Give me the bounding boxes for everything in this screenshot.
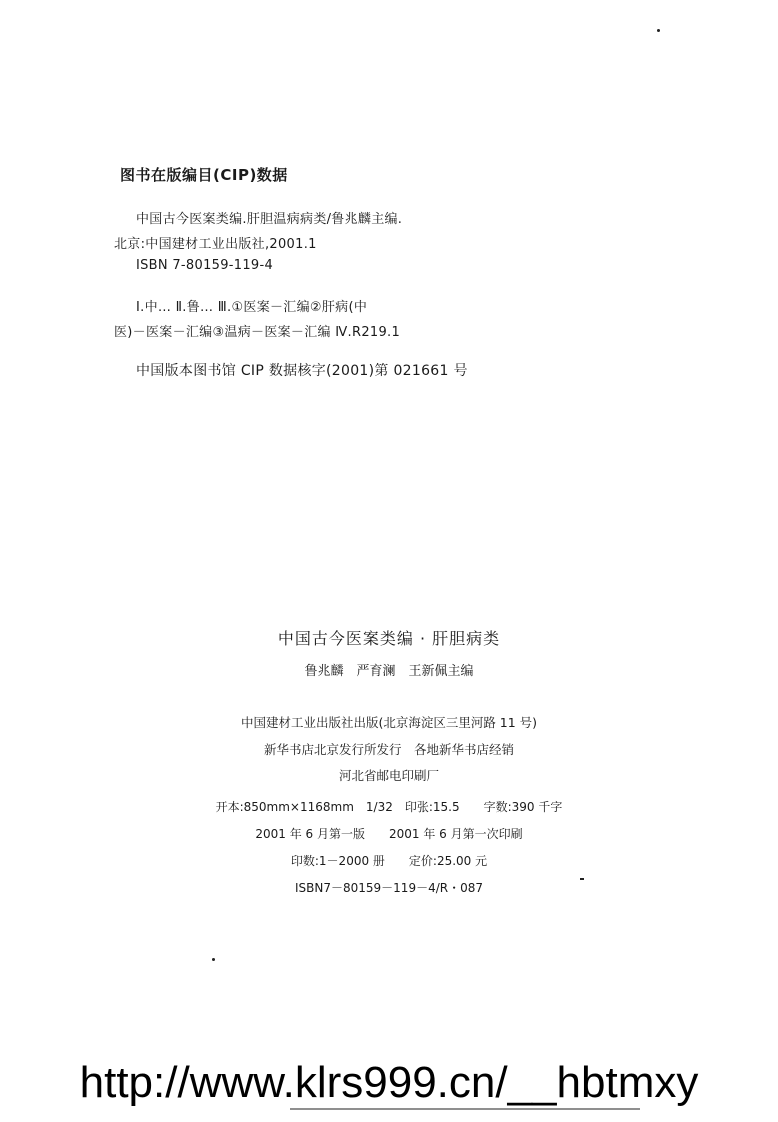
cip-line-title: 中国古今医案类编.肝胆温病病类/鲁兆麟主编. bbox=[136, 212, 403, 227]
cip-line-subjects-cont: 医)－医案－汇编③温病－医案－汇编 Ⅳ.R219.1 bbox=[114, 325, 401, 340]
publisher-line: 中国建材工业出版社出版(北京海淀区三里河路 11 号) bbox=[240, 715, 538, 730]
cip-line-record: 中国版本图书馆 CIP 数据核字(2001)第 021661 号 bbox=[136, 363, 468, 379]
format-line: 开本:850mm×1168mm 1/32 印张:15.5 字数:390 千字 bbox=[215, 800, 563, 814]
cip-line-isbn: ISBN 7-80159-119-4 bbox=[136, 258, 274, 273]
scan-artifact-line bbox=[290, 1108, 640, 1110]
print-run-line: 印数:1－2000 册 定价:25.00 元 bbox=[290, 854, 488, 868]
distribution-line: 新华书店北京发行所发行 各地新华书店经销 bbox=[263, 742, 514, 757]
scan-speck bbox=[212, 958, 215, 961]
cip-line-publisher: 北京:中国建材工业出版社,2001.1 bbox=[114, 237, 317, 252]
edition-line: 2001 年 6 月第一版 2001 年 6 月第一次印刷 bbox=[255, 827, 523, 841]
book-editors: 鲁兆麟 严育澜 王新佩主编 bbox=[304, 664, 474, 679]
isbn-line: ISBN7－80159－119－4/R・087 bbox=[295, 881, 483, 895]
scan-speck bbox=[580, 878, 584, 880]
watermark-url: http://www.klrs999.cn/__hbtmxy bbox=[79, 1058, 699, 1107]
book-title: 中国古今医案类编 · 肝胆病类 bbox=[277, 629, 501, 648]
cip-line-subjects: Ⅰ.中… Ⅱ.鲁… Ⅲ.①医案－汇编②肝病(中 bbox=[136, 300, 368, 315]
cip-heading: 图书在版编目(CIP)数据 bbox=[120, 166, 288, 184]
scan-speck bbox=[657, 29, 660, 32]
printer-line: 河北省邮电印刷厂 bbox=[338, 768, 439, 783]
